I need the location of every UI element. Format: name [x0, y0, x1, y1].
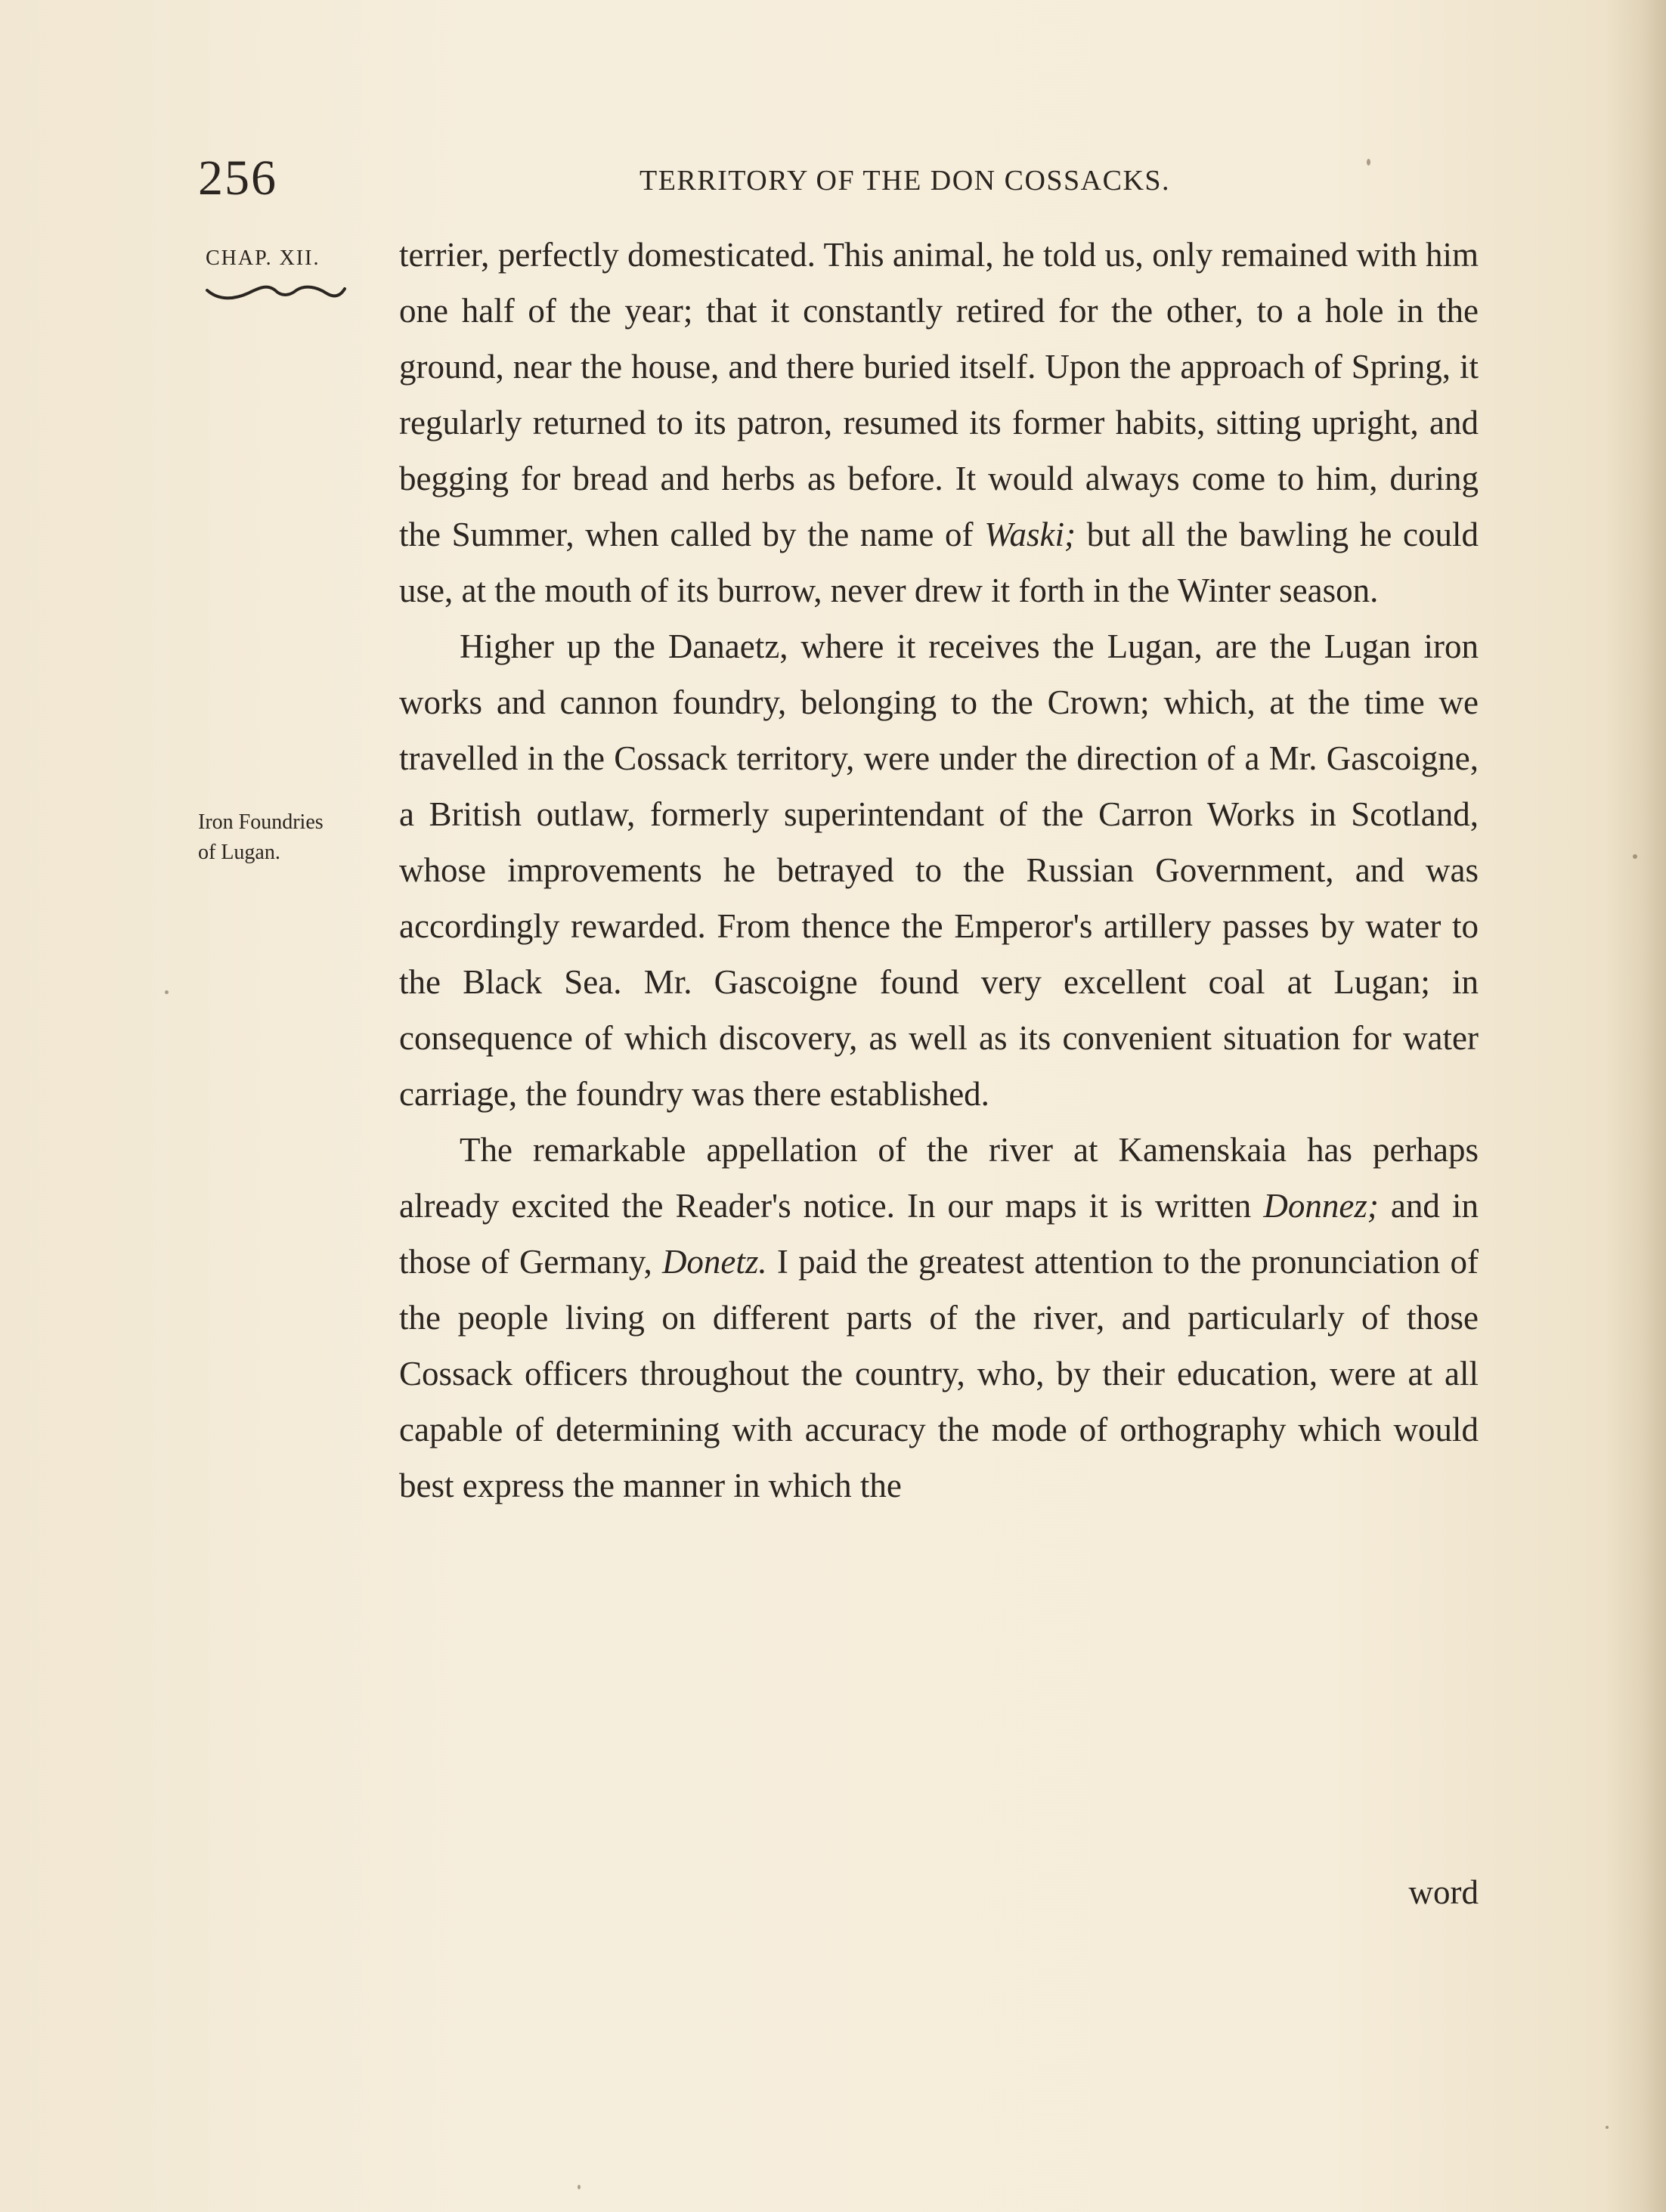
italic-name: Donnez; — [1263, 1187, 1379, 1225]
paper-speck — [165, 990, 169, 994]
page-number: 256 — [198, 150, 277, 206]
paper-speck — [1606, 2126, 1609, 2129]
paper-speck — [1633, 854, 1637, 859]
paper-speck — [1367, 159, 1370, 166]
italic-name: Donetz. — [661, 1243, 767, 1281]
ornamental-swash-icon — [204, 280, 348, 310]
paper-speck — [578, 2185, 581, 2189]
catchword: word — [1408, 1873, 1479, 1911]
chapter-label: CHAP. XII. — [206, 246, 321, 270]
paragraph: Higher up the Danaetz, where it receives the Lugan, are the Lugan iron works and cannon foundry, belonging to the Crown; which, at the time we travelled in the Cossack territory, were under the direction of a Mr. Gascoigne, a British outlaw, formerly superintendant of the Carron Works in Scotland, whose improvements he betrayed to the Russian Government, and was accordingly rewarded. From thence the Emperor's artillery passes by water to the Black Sea. Mr. Gascoigne found very excellent coal at Lugan; in consequence of which discovery, as well as its convenient situation for water carriage, the foundry was there established. — [399, 627, 1479, 1113]
running-head: TERRITORY OF THE DON COSSACKS. — [639, 165, 1171, 197]
sidenote-line: of Lugan. — [198, 841, 280, 864]
paragraph: terrier, perfectly domesticated. This animal, he told us, only remained with him one half of the year; that it constantly retired for the other, to a hole in the ground, near the house, and there buried itself. Upon the approach of Spring, it regularly returned to its patron, resumed its former habits, sitting upright, and begging for bread and herbs as before. It would always come to him, during the Summer, when called by the name of Waski; but all the bawling he could use, at the mouth of its burrow, never drew it forth in the Winter season. — [399, 236, 1479, 609]
italic-name: Waski; — [984, 516, 1076, 553]
body-text — [399, 227, 1479, 1513]
page-gutter-shadow — [1606, 0, 1666, 2212]
margin-sidenote — [198, 807, 379, 868]
paragraph: The remarkable appellation of the river at Kamenskaia has perhaps already excited the Reader's notice. In our maps it is written Donnez; and in those of Germany, Donetz. I paid the greatest attention to the pronunciation of the people living on different parts of the river, and particularly of those Cossack officers throughout the country, who, by their education, were at all capable of determining with accuracy the mode of orthography which would best express the manner in which the — [399, 1131, 1479, 1504]
sidenote-line: Iron Foundries — [198, 810, 324, 834]
